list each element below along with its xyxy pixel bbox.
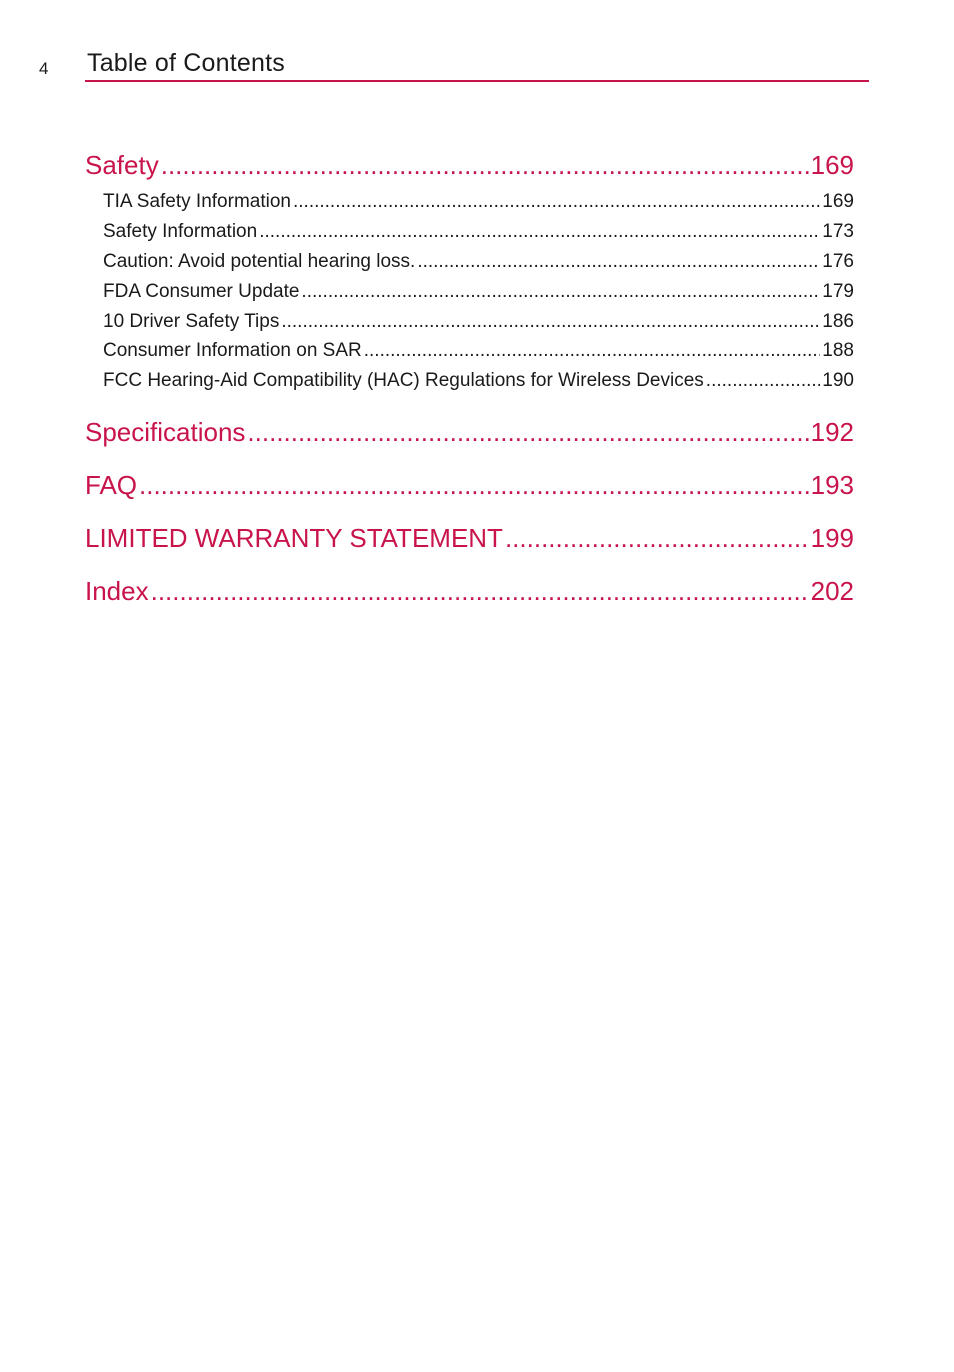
toc-subentry-page: 169: [822, 191, 854, 212]
safety-subsection-list: [85, 187, 854, 396]
toc-subentry-page: 173: [822, 220, 854, 242]
dot-leader: [161, 145, 809, 185]
toc-entry-label: Safety: [85, 150, 159, 180]
page-header: [0, 0, 954, 90]
dot-leader: [139, 465, 809, 505]
dot-leader: [417, 247, 820, 277]
toc-entry-page: 193: [810, 470, 854, 501]
toc-subentry[interactable]: [103, 277, 854, 307]
dot-leader: [364, 336, 821, 366]
toc-entry-page: 169: [810, 150, 854, 180]
toc-entry-label: LIMITED WARRANTY STATEMENT: [85, 523, 503, 554]
toc-subentry-label: Consumer Information on SAR: [103, 340, 362, 362]
dot-leader: [281, 307, 820, 337]
toc-entry-label: FAQ: [85, 470, 138, 501]
table-of-contents: [85, 145, 854, 624]
dot-leader: [247, 412, 808, 452]
toc-entry-faq[interactable]: [85, 465, 854, 518]
toc-subentry[interactable]: [103, 336, 854, 366]
page-title: Table of Contents: [87, 49, 285, 77]
toc-subentry-label: FCC Hearing-Aid Compatibility (HAC) Regulations for Wireless Devices: [103, 370, 704, 392]
toc-entry-index[interactable]: [85, 571, 854, 624]
toc-entry-page: 199: [810, 523, 854, 554]
toc-subentry[interactable]: [103, 247, 854, 277]
toc-subentry-page: 176: [822, 250, 854, 272]
page-number: 4: [39, 59, 49, 78]
toc-subentry-page: 186: [822, 310, 854, 332]
header-rule: [85, 80, 869, 82]
dot-leader: [151, 571, 809, 611]
toc-entry-label: Specifications: [85, 417, 246, 448]
toc-subentry-label: FDA Consumer Update: [103, 280, 300, 302]
toc-entry-warranty[interactable]: [85, 518, 854, 571]
dot-leader: [259, 217, 820, 247]
dot-leader: [505, 518, 809, 558]
toc-entry-specifications[interactable]: [85, 412, 854, 465]
dot-leader: [706, 366, 821, 396]
toc-subentry-page: 190: [822, 370, 854, 392]
toc-subentry-label: Caution: Avoid potential hearing loss.: [103, 250, 416, 272]
toc-entry-page: 202: [810, 576, 854, 607]
toc-subentry[interactable]: [103, 307, 854, 337]
toc-subentry-page: 179: [822, 280, 854, 302]
toc-entry-page: 192: [810, 417, 854, 448]
toc-entry-label: Index: [85, 576, 149, 607]
toc-subentry[interactable]: [103, 187, 854, 217]
toc-subentry-page: 188: [822, 340, 854, 362]
toc-entry-safety[interactable]: [85, 145, 854, 187]
toc-subentry-label: TIA Safety Information: [103, 191, 291, 212]
toc-subentry[interactable]: [103, 366, 854, 396]
toc-subentry[interactable]: [103, 217, 854, 247]
dot-leader: [293, 187, 820, 217]
toc-subentry-label: 10 Driver Safety Tips: [103, 310, 280, 332]
dot-leader: [301, 277, 820, 307]
toc-subentry-label: Safety Information: [103, 220, 258, 242]
